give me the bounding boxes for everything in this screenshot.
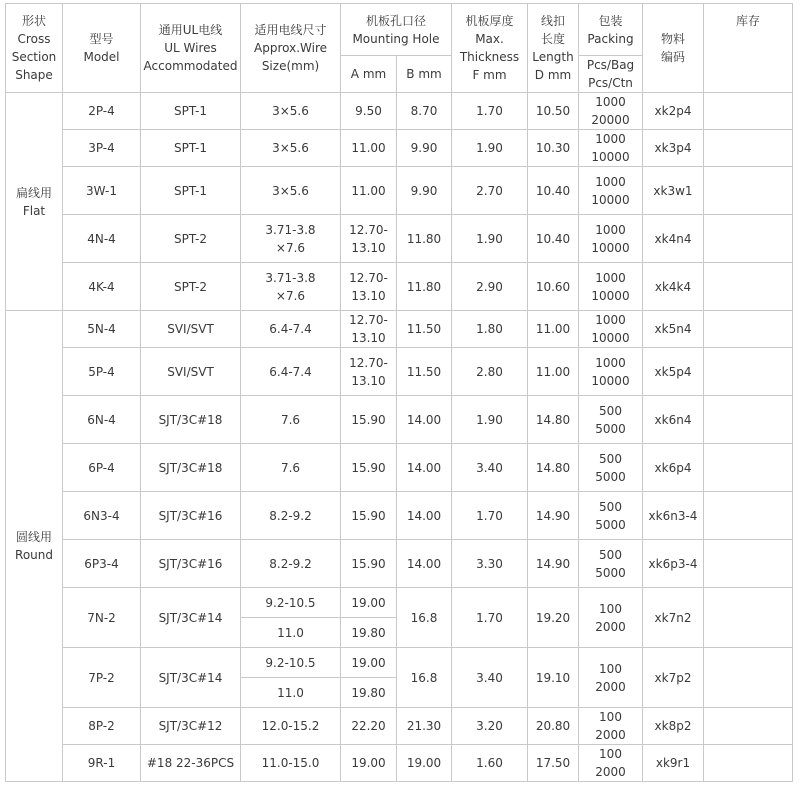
table-row — [6, 130, 793, 167]
model-cell: 5N-4 — [63, 311, 141, 348]
hole-b-cell: 11.50 — [397, 311, 452, 348]
hole-b-cell: 16.8 — [397, 588, 452, 648]
material-code-cell: xk5p4 — [643, 348, 704, 396]
length-cell: 11.00 — [528, 311, 579, 348]
table-row — [6, 167, 793, 215]
spec-table — [5, 3, 793, 782]
stock-cell — [704, 588, 793, 648]
wire-size-cell: 3×5.6 — [241, 93, 341, 130]
wire-size-cell: 7.6 — [241, 396, 341, 444]
model-cell: 9R-1 — [63, 745, 141, 782]
ul-wire-cell: SPT-1 — [141, 167, 241, 215]
header-material-code: 物料 编码 — [643, 4, 704, 93]
table-row — [6, 348, 793, 396]
length-cell: 19.20 — [528, 588, 579, 648]
packing-cell: 500 5000 — [579, 444, 643, 492]
packing-cell: 1000 10000 — [579, 130, 643, 167]
stock-cell — [704, 708, 793, 745]
ul-wire-cell: SJT/3C#14 — [141, 588, 241, 648]
ul-wire-cell: SPT-1 — [141, 130, 241, 167]
length-cell: 14.80 — [528, 396, 579, 444]
length-cell: 10.50 — [528, 93, 579, 130]
length-cell: 19.10 — [528, 648, 579, 708]
wire-size-cell: 11.0 — [241, 618, 341, 648]
hole-a-cell: 19.00 — [341, 588, 397, 618]
table-row — [6, 311, 793, 348]
hole-b-cell: 19.00 — [397, 745, 452, 782]
stock-cell — [704, 492, 793, 540]
stock-cell — [704, 311, 793, 348]
packing-cell: 1000 10000 — [579, 311, 643, 348]
thickness-cell: 2.70 — [452, 167, 528, 215]
ul-wire-cell: SJT/3C#18 — [141, 444, 241, 492]
hole-b-cell: 9.90 — [397, 130, 452, 167]
wire-size-cell: 3×5.6 — [241, 130, 341, 167]
material-code-cell: xk3p4 — [643, 130, 704, 167]
header-model: 型号 Model — [63, 4, 141, 93]
model-cell: 2P-4 — [63, 93, 141, 130]
hole-a-cell: 12.70- 13.10 — [341, 348, 397, 396]
length-cell: 11.00 — [528, 348, 579, 396]
wire-size-cell: 11.0 — [241, 678, 341, 708]
table-row — [6, 396, 793, 444]
spec-table-body — [6, 93, 793, 782]
header-stock: 库存 — [704, 4, 793, 93]
header-b-mm: B mm — [397, 56, 452, 93]
hole-b-cell: 14.00 — [397, 540, 452, 588]
packing-cell: 100 2000 — [579, 648, 643, 708]
hole-b-cell: 14.00 — [397, 492, 452, 540]
header-packing-units: Pcs/Bag Pcs/Ctn — [579, 56, 643, 93]
packing-cell: 500 5000 — [579, 396, 643, 444]
table-row — [6, 215, 793, 263]
hole-a-cell: 19.00 — [341, 745, 397, 782]
model-cell: 6P-4 — [63, 444, 141, 492]
material-code-cell: xk6n3-4 — [643, 492, 704, 540]
length-cell: 10.40 — [528, 167, 579, 215]
stock-cell — [704, 444, 793, 492]
hole-a-cell: 11.00 — [341, 167, 397, 215]
table-row — [6, 540, 793, 588]
model-cell: 6N3-4 — [63, 492, 141, 540]
packing-cell: 1000 20000 — [579, 93, 643, 130]
ul-wire-cell: SVI/SVT — [141, 311, 241, 348]
hole-b-cell: 11.80 — [397, 263, 452, 311]
table-row — [6, 93, 793, 130]
packing-cell: 1000 10000 — [579, 215, 643, 263]
length-cell: 10.40 — [528, 215, 579, 263]
hole-b-cell: 8.70 — [397, 93, 452, 130]
ul-wire-cell: SJT/3C#16 — [141, 492, 241, 540]
header-packing: 包装 Packing — [579, 4, 643, 56]
ul-wire-cell: SPT-1 — [141, 93, 241, 130]
packing-cell: 1000 10000 — [579, 263, 643, 311]
header-row-1 — [6, 4, 793, 56]
packing-cell: 100 2000 — [579, 745, 643, 782]
ul-wire-cell: SPT-2 — [141, 215, 241, 263]
header-shape: 形状 Cross Section Shape — [6, 4, 63, 93]
wire-size-cell: 6.4-7.4 — [241, 348, 341, 396]
model-cell: 7N-2 — [63, 588, 141, 648]
ul-wire-cell: SJT/3C#16 — [141, 540, 241, 588]
stock-cell — [704, 215, 793, 263]
wire-size-cell: 3.71-3.8 ×7.6 — [241, 263, 341, 311]
hole-a-cell: 19.80 — [341, 618, 397, 648]
table-row — [6, 648, 793, 678]
material-code-cell: xk7p2 — [643, 648, 704, 708]
spec-table-wrapper — [5, 3, 793, 782]
wire-size-cell: 9.2-10.5 — [241, 648, 341, 678]
hole-b-cell: 9.90 — [397, 167, 452, 215]
model-cell: 6P3-4 — [63, 540, 141, 588]
material-code-cell: xk6n4 — [643, 396, 704, 444]
length-cell: 14.80 — [528, 444, 579, 492]
thickness-cell: 3.40 — [452, 444, 528, 492]
wire-size-cell: 3.71-3.8 ×7.6 — [241, 215, 341, 263]
packing-cell: 1000 10000 — [579, 348, 643, 396]
model-cell: 3P-4 — [63, 130, 141, 167]
material-code-cell: xk6p4 — [643, 444, 704, 492]
ul-wire-cell: SVI/SVT — [141, 348, 241, 396]
thickness-cell: 3.20 — [452, 708, 528, 745]
material-code-cell: xk7n2 — [643, 588, 704, 648]
material-code-cell: xk3w1 — [643, 167, 704, 215]
group-label-flat: 扁线用 Flat — [6, 93, 63, 311]
header-a-mm: A mm — [341, 56, 397, 93]
table-row — [6, 588, 793, 618]
header-ul-wires: 通用UL电线 UL Wires Accommodated — [141, 4, 241, 93]
hole-a-cell: 11.00 — [341, 130, 397, 167]
stock-cell — [704, 93, 793, 130]
thickness-cell: 1.90 — [452, 215, 528, 263]
hole-a-cell: 22.20 — [341, 708, 397, 745]
group-label-round: 圆线用 Round — [6, 311, 63, 782]
hole-b-cell: 21.30 — [397, 708, 452, 745]
packing-cell: 100 2000 — [579, 708, 643, 745]
model-cell: 4N-4 — [63, 215, 141, 263]
hole-b-cell: 14.00 — [397, 396, 452, 444]
wire-size-cell: 11.0-15.0 — [241, 745, 341, 782]
thickness-cell: 3.30 — [452, 540, 528, 588]
length-cell: 14.90 — [528, 492, 579, 540]
length-cell: 20.80 — [528, 708, 579, 745]
material-code-cell: xk5n4 — [643, 311, 704, 348]
thickness-cell: 1.90 — [452, 396, 528, 444]
wire-size-cell: 7.6 — [241, 444, 341, 492]
table-row — [6, 444, 793, 492]
header-mounting-hole: 机板孔口径 Mounting Hole — [341, 4, 452, 56]
model-cell: 8P-2 — [63, 708, 141, 745]
ul-wire-cell: #18 22-36PCS — [141, 745, 241, 782]
wire-size-cell: 12.0-15.2 — [241, 708, 341, 745]
stock-cell — [704, 745, 793, 782]
hole-a-cell: 15.90 — [341, 396, 397, 444]
stock-cell — [704, 348, 793, 396]
wire-size-cell: 8.2-9.2 — [241, 540, 341, 588]
wire-size-cell: 6.4-7.4 — [241, 311, 341, 348]
table-row — [6, 263, 793, 311]
material-code-cell: xk8p2 — [643, 708, 704, 745]
hole-a-cell: 15.90 — [341, 444, 397, 492]
hole-b-cell: 14.00 — [397, 444, 452, 492]
model-cell: 3W-1 — [63, 167, 141, 215]
packing-cell: 1000 10000 — [579, 167, 643, 215]
length-cell: 14.90 — [528, 540, 579, 588]
material-code-cell: xk2p4 — [643, 93, 704, 130]
packing-cell: 500 5000 — [579, 492, 643, 540]
hole-a-cell: 15.90 — [341, 492, 397, 540]
header-thickness: 机板厚度 Max. Thickness F mm — [452, 4, 528, 93]
ul-wire-cell: SJT/3C#18 — [141, 396, 241, 444]
packing-cell: 500 5000 — [579, 540, 643, 588]
stock-cell — [704, 263, 793, 311]
thickness-cell: 1.90 — [452, 130, 528, 167]
wire-size-cell: 3×5.6 — [241, 167, 341, 215]
hole-b-cell: 11.80 — [397, 215, 452, 263]
ul-wire-cell: SPT-2 — [141, 263, 241, 311]
packing-cell: 100 2000 — [579, 588, 643, 648]
hole-a-cell: 9.50 — [341, 93, 397, 130]
hole-a-cell: 15.90 — [341, 540, 397, 588]
header-length: 线扣 长度 Length D mm — [528, 4, 579, 93]
thickness-cell: 1.70 — [452, 93, 528, 130]
hole-a-cell: 19.80 — [341, 678, 397, 708]
thickness-cell: 2.90 — [452, 263, 528, 311]
model-cell: 7P-2 — [63, 648, 141, 708]
hole-a-cell: 19.00 — [341, 648, 397, 678]
material-code-cell: xk4k4 — [643, 263, 704, 311]
hole-a-cell: 12.70- 13.10 — [341, 215, 397, 263]
hole-b-cell: 16.8 — [397, 648, 452, 708]
thickness-cell: 1.60 — [452, 745, 528, 782]
stock-cell — [704, 130, 793, 167]
stock-cell — [704, 648, 793, 708]
material-code-cell: xk9r1 — [643, 745, 704, 782]
length-cell: 10.30 — [528, 130, 579, 167]
hole-a-cell: 12.70- 13.10 — [341, 311, 397, 348]
stock-cell — [704, 540, 793, 588]
thickness-cell: 1.80 — [452, 311, 528, 348]
table-row — [6, 708, 793, 745]
thickness-cell: 2.80 — [452, 348, 528, 396]
ul-wire-cell: SJT/3C#14 — [141, 648, 241, 708]
hole-b-cell: 11.50 — [397, 348, 452, 396]
material-code-cell: xk6p3-4 — [643, 540, 704, 588]
thickness-cell: 1.70 — [452, 492, 528, 540]
table-row — [6, 745, 793, 782]
thickness-cell: 3.40 — [452, 648, 528, 708]
length-cell: 17.50 — [528, 745, 579, 782]
ul-wire-cell: SJT/3C#12 — [141, 708, 241, 745]
model-cell: 4K-4 — [63, 263, 141, 311]
wire-size-cell: 8.2-9.2 — [241, 492, 341, 540]
hole-a-cell: 12.70- 13.10 — [341, 263, 397, 311]
material-code-cell: xk4n4 — [643, 215, 704, 263]
model-cell: 6N-4 — [63, 396, 141, 444]
model-cell: 5P-4 — [63, 348, 141, 396]
thickness-cell: 1.70 — [452, 588, 528, 648]
length-cell: 10.60 — [528, 263, 579, 311]
stock-cell — [704, 396, 793, 444]
stock-cell — [704, 167, 793, 215]
table-row — [6, 492, 793, 540]
wire-size-cell: 9.2-10.5 — [241, 588, 341, 618]
header-wire-size: 适用电线尺寸 Approx.Wire Size(mm) — [241, 4, 341, 93]
